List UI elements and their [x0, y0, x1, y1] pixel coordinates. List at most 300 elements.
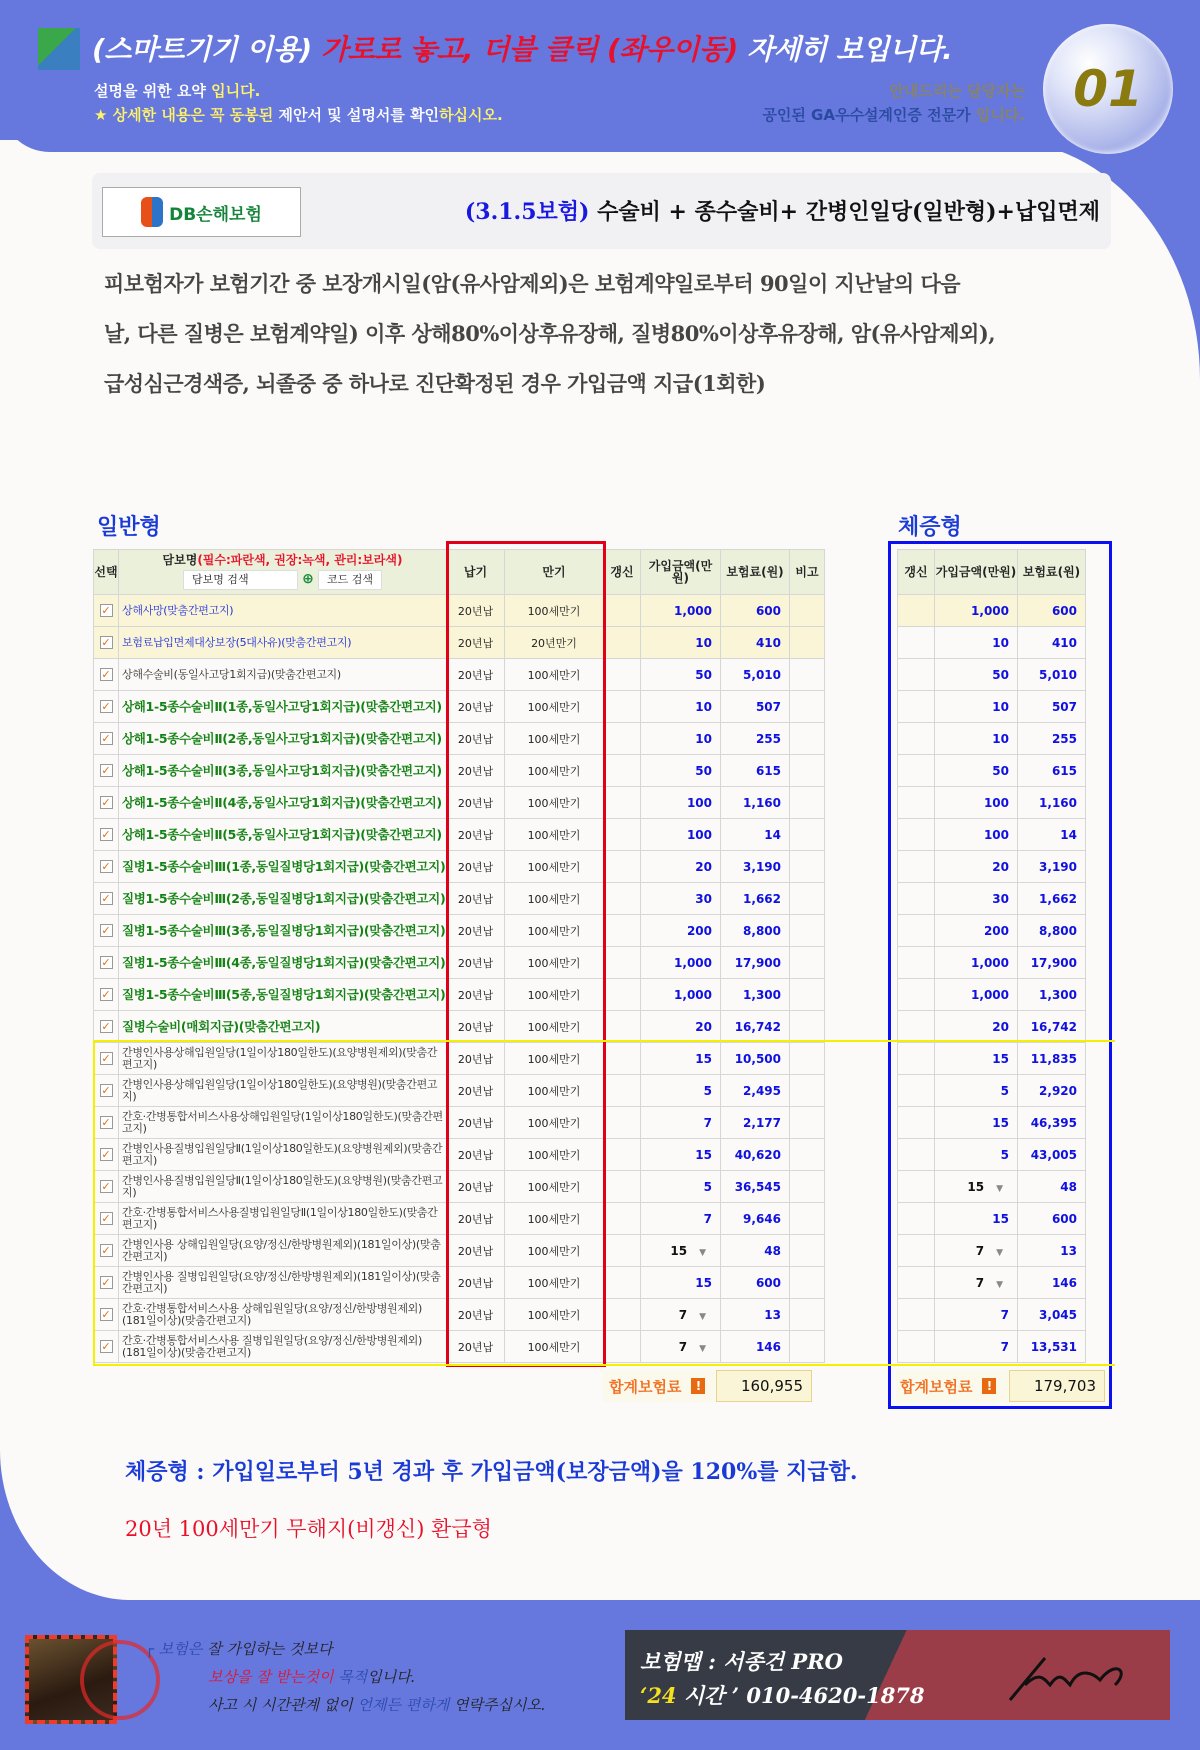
agent-name: 보험맵 : 서종건 PRO — [640, 1649, 843, 1674]
footer-line-2 — [208, 1666, 415, 1687]
note-cell — [790, 979, 825, 1011]
note-cell — [790, 915, 825, 947]
amount-cell: 10 — [641, 627, 721, 659]
check-icon[interactable]: ✓ — [101, 764, 111, 777]
col-pay: 납기 — [447, 550, 505, 595]
premium-cell: 410 — [721, 627, 790, 659]
note-cell — [790, 723, 825, 755]
note-cell — [790, 1107, 825, 1139]
renew-cell — [604, 915, 641, 947]
renew-cell — [604, 819, 641, 851]
renew-cell — [604, 851, 641, 883]
select-checkbox[interactable] — [94, 979, 119, 1011]
footer-line-1 — [145, 1638, 333, 1659]
text: 제안서 및 설명서를 확인 — [278, 106, 440, 124]
premium-cell: 3,045 — [1018, 1299, 1086, 1331]
coverage-name: 상해1-5종수술비Ⅱ(3종,동일사고당1회지급)(맞춤간편고지) — [119, 755, 447, 787]
amount-cell: 15 — [935, 1043, 1018, 1075]
premium-cell: 16,742 — [1018, 1011, 1086, 1043]
renew-cell — [604, 595, 641, 627]
premium-cell: 2,177 — [721, 1107, 790, 1139]
premium-cell: 17,900 — [1018, 947, 1086, 979]
dropdown-arrow-icon[interactable]: ▼ — [699, 1343, 706, 1354]
pay-term: 20년납 — [447, 979, 505, 1011]
pay-term: 20년납 — [447, 1171, 505, 1203]
note-cell — [790, 883, 825, 915]
coverage-name: 간호·간병통합서비스사용질병입원일당Ⅱ(1일이상180일한도)(맞춤간편고지) — [119, 1203, 447, 1235]
agent-intro: 안내드리는 담당자는 — [889, 82, 1025, 100]
amount-cell: 10 — [935, 627, 1018, 659]
header-banner — [0, 0, 1160, 152]
amount-value: 7 — [975, 1275, 985, 1290]
amount-cell: 15 — [935, 1107, 1018, 1139]
text: 보상을 잘 받는것이 — [208, 1668, 334, 1686]
text: 연락주십시오. — [454, 1696, 546, 1714]
note-cell — [790, 1331, 825, 1363]
amount-cell: 5 — [641, 1171, 721, 1203]
pay-term: 20년납 — [447, 947, 505, 979]
coverage-name: 간호·간병통합서비스사용 질병입원일당(요양/정신/한방병원제외)(181일이상)(맞춤간편고지) — [119, 1331, 447, 1363]
company-logo — [102, 187, 301, 237]
premium-cell: 36,545 — [721, 1171, 790, 1203]
maturity: 100세만기 — [505, 1139, 604, 1171]
col-premium: 보험료(원) — [1018, 550, 1086, 595]
note-cell — [790, 1139, 825, 1171]
premium-cell: 615 — [1018, 755, 1086, 787]
select-checkbox[interactable] — [94, 1011, 119, 1043]
phone-number[interactable]: 010-4620-1878 — [746, 1683, 925, 1708]
amount-cell: 1,000 — [935, 595, 1018, 627]
renew-cell — [604, 1331, 641, 1363]
total-premium-general: 160,955 — [716, 1370, 812, 1402]
name-search-input[interactable]: 담보명 검색 — [183, 570, 298, 590]
group-divider-bottom — [93, 1364, 1115, 1366]
note-cell — [790, 787, 825, 819]
renew-cell — [604, 1011, 641, 1043]
select-checkbox[interactable] — [94, 1171, 119, 1203]
premium-cell: 507 — [1018, 691, 1086, 723]
select-checkbox[interactable] — [94, 1267, 119, 1299]
note-cell — [790, 851, 825, 883]
dropdown-arrow-icon[interactable]: ▼ — [699, 1311, 706, 1322]
amount-value: 15 — [967, 1179, 985, 1194]
text: ‘ — [640, 1683, 648, 1708]
code-search-button[interactable]: 코드 검색 — [318, 570, 382, 590]
coverage-name: 상해사망(맞춤간편고지) — [119, 595, 447, 627]
maturity: 100세만기 — [505, 1203, 604, 1235]
title-part: (스마트기기 이용) — [92, 33, 312, 66]
pay-term: 20년납 — [447, 1139, 505, 1171]
maturity: 100세만기 — [505, 595, 604, 627]
check-icon[interactable]: ✓ — [101, 1340, 111, 1353]
amount-cell: 100 — [935, 787, 1018, 819]
pay-term: 20년납 — [447, 851, 505, 883]
premium-cell: 1,662 — [1018, 883, 1086, 915]
renew-cell — [604, 979, 641, 1011]
select-checkbox[interactable] — [94, 1331, 119, 1363]
amount-cell: 50 — [935, 755, 1018, 787]
note-cell — [790, 819, 825, 851]
select-checkbox[interactable] — [94, 723, 119, 755]
maturity: 100세만기 — [505, 1267, 604, 1299]
premium-cell: 17,900 — [721, 947, 790, 979]
premium-cell: 255 — [721, 723, 790, 755]
premium-cell: 600 — [721, 595, 790, 627]
agent-cert — [640, 104, 1025, 125]
coverage-name: 간호·간병통합서비스사용 상해입원일당(요양/정신/한방병원제외)(181일이상)(맞춤간편고지) — [119, 1299, 447, 1331]
amount-select[interactable] — [641, 1331, 721, 1363]
maturity: 100세만기 — [505, 1235, 604, 1267]
col-amount: 가입금액(만원) — [935, 550, 1018, 595]
renew-cell — [604, 627, 641, 659]
text: 잘 가입하는 것보다 — [207, 1640, 333, 1658]
pay-term: 20년납 — [447, 883, 505, 915]
check-icon[interactable]: ✓ — [101, 636, 111, 649]
select-checkbox[interactable] — [94, 947, 119, 979]
title-part: 자세히 보입니다. — [747, 33, 953, 66]
amount-cell: 1,000 — [641, 947, 721, 979]
coverage-name: 간호·간병통합서비스사용상해입원일당(1일이상180일한도)(맞춤간편고지) — [119, 1107, 447, 1139]
premium-cell: 410 — [1018, 627, 1086, 659]
coverage-name: 상해1-5종수술비Ⅱ(5종,동일사고당1회지급)(맞춤간편고지) — [119, 819, 447, 851]
premium-cell: 1,662 — [721, 883, 790, 915]
select-checkbox[interactable] — [94, 627, 119, 659]
premium-cell: 14 — [1018, 819, 1086, 851]
select-checkbox[interactable] — [94, 1043, 119, 1075]
check-icon[interactable]: ✓ — [101, 1084, 111, 1097]
text: 언제든 편하게 — [357, 1696, 450, 1714]
header-title — [92, 28, 952, 68]
premium-cell: 600 — [1018, 595, 1086, 627]
group-divider-left — [93, 1040, 95, 1366]
pay-term: 20년납 — [447, 755, 505, 787]
zoom-search-icon[interactable]: ⊕ — [302, 571, 314, 587]
renew-cell — [604, 1107, 641, 1139]
term-highlight-box — [446, 541, 606, 1367]
pay-term: 20년납 — [447, 659, 505, 691]
amount-cell: 7 — [935, 1331, 1018, 1363]
select-checkbox[interactable] — [94, 1139, 119, 1171]
coverage-name: 간병인사용상해입원일당(1일이상180일한도)(요양병원제외)(맞춤간편고지) — [119, 1043, 447, 1075]
premium-cell: 1,300 — [721, 979, 790, 1011]
note-cell — [790, 1011, 825, 1043]
select-checkbox[interactable] — [94, 787, 119, 819]
premium-cell: 5,010 — [1018, 659, 1086, 691]
total-premium-increasing: 179,703 — [1009, 1370, 1105, 1402]
amount-cell: 5 — [935, 1139, 1018, 1171]
coverage-name: 간병인사용 상해입원일당(요양/정신/한방병원제외)(181일이상)(맞춤간편고지) — [119, 1235, 447, 1267]
select-checkbox[interactable] — [94, 851, 119, 883]
check-icon[interactable]: ✓ — [101, 1212, 111, 1225]
product-name: 수술비 + 종수술비+ 간병인일당(일반형)+납입면제 — [597, 199, 1100, 225]
text: 목적 — [338, 1668, 368, 1686]
note-cell — [790, 1235, 825, 1267]
maturity: 20년만기 — [505, 627, 604, 659]
renew-cell — [604, 947, 641, 979]
total-label-general — [603, 1370, 715, 1402]
premium-cell: 255 — [1018, 723, 1086, 755]
select-checkbox[interactable] — [94, 595, 119, 627]
pay-term: 20년납 — [447, 819, 505, 851]
pay-term: 20년납 — [447, 1299, 505, 1331]
pay-term: 20년납 — [447, 1235, 505, 1267]
amount-cell: 200 — [641, 915, 721, 947]
renew-cell — [604, 1267, 641, 1299]
premium-cell: 16,742 — [721, 1011, 790, 1043]
maturity: 100세만기 — [505, 723, 604, 755]
renew-cell — [604, 1139, 641, 1171]
contact-phone — [640, 1680, 925, 1710]
select-checkbox[interactable] — [94, 915, 119, 947]
maturity: 100세만기 — [505, 1011, 604, 1043]
premium-cell: 3,190 — [1018, 851, 1086, 883]
amount-cell: 5 — [935, 1075, 1018, 1107]
select-checkbox[interactable] — [94, 691, 119, 723]
db-logo-icon — [141, 197, 163, 227]
premium-cell: 3,190 — [721, 851, 790, 883]
product-code: (3.1.5보험) — [464, 199, 590, 225]
premium-cell: 2,920 — [1018, 1075, 1086, 1107]
coverage-name: 간병인사용질병입원일당Ⅱ(1일이상180일한도)(요양병원제외)(맞춤간편고지) — [119, 1139, 447, 1171]
coverage-name: 간병인사용상해입원일당(1일이상180일한도)(요양병원)(맞춤간편고지) — [119, 1075, 447, 1107]
coverage-name: 상해1-5종수술비Ⅱ(2종,동일사고당1회지급)(맞춤간편고지) — [119, 723, 447, 755]
refund-note: 20년 100세만기 무해지(비갱신) 환급형 — [125, 1517, 492, 1541]
premium-cell: 146 — [721, 1331, 790, 1363]
premium-cell: 1,300 — [1018, 979, 1086, 1011]
amount-value: 7 — [678, 1307, 688, 1322]
premium-cell: 1,160 — [1018, 787, 1086, 819]
amount-cell: 7 — [641, 1203, 721, 1235]
note-cell — [790, 627, 825, 659]
col-name — [119, 550, 447, 595]
maturity: 100세만기 — [505, 851, 604, 883]
dropdown-arrow-icon[interactable]: ▼ — [996, 1279, 1003, 1290]
amount-cell: 1,000 — [641, 595, 721, 627]
amount-cell: 10 — [641, 691, 721, 723]
select-checkbox[interactable] — [94, 1299, 119, 1331]
coverage-name: 질병1-5종수술비Ⅲ(4종,동일질병당1회지급)(맞춤간편고지) — [119, 947, 447, 979]
coverage-name: 상해1-5종수술비Ⅱ(1종,동일사고당1회지급)(맞춤간편고지) — [119, 691, 447, 723]
check-icon[interactable]: ✓ — [101, 956, 111, 969]
amount-cell: 30 — [641, 883, 721, 915]
renew-cell — [604, 723, 641, 755]
note-cell — [790, 1267, 825, 1299]
amount-cell: 50 — [641, 755, 721, 787]
premium-cell: 14 — [721, 819, 790, 851]
product-title — [330, 195, 1100, 226]
amount-cell: 100 — [641, 787, 721, 819]
note-cell — [790, 1299, 825, 1331]
dropdown-arrow-icon[interactable]: ▼ — [699, 1247, 706, 1258]
renew-cell — [604, 1235, 641, 1267]
maturity: 100세만기 — [505, 659, 604, 691]
amount-cell: 15 — [641, 1043, 721, 1075]
premium-cell: 507 — [721, 691, 790, 723]
header-notice — [94, 104, 503, 125]
amount-value: 7 — [678, 1339, 688, 1354]
pay-term: 20년납 — [447, 1107, 505, 1139]
renew-cell — [604, 1203, 641, 1235]
select-checkbox[interactable] — [94, 1235, 119, 1267]
amount-cell: 10 — [935, 691, 1018, 723]
select-checkbox[interactable] — [94, 1203, 119, 1235]
check-icon[interactable]: ✓ — [101, 892, 111, 905]
note-cell — [790, 755, 825, 787]
premium-cell: 48 — [721, 1235, 790, 1267]
premium-cell: 5,010 — [721, 659, 790, 691]
check-icon[interactable]: ✓ — [101, 1116, 111, 1129]
renew-cell — [604, 691, 641, 723]
check-icon[interactable]: ✓ — [101, 732, 111, 745]
maturity: 100세만기 — [505, 1331, 604, 1363]
pay-term: 20년납 — [447, 787, 505, 819]
check-icon[interactable]: ✓ — [101, 1244, 111, 1257]
premium-cell: 146 — [1018, 1267, 1086, 1299]
text: 하십시오. — [439, 106, 503, 124]
amount-cell: 100 — [935, 819, 1018, 851]
pay-term: 20년납 — [447, 1011, 505, 1043]
dropdown-arrow-icon[interactable]: ▼ — [996, 1183, 1003, 1194]
maturity: 100세만기 — [505, 1075, 604, 1107]
col-renew: 갱신 — [604, 550, 641, 595]
coverage-name: 질병1-5종수술비Ⅲ(5종,동일질병당1회지급)(맞춤간편고지) — [119, 979, 447, 1011]
col-renew: 갱신 — [898, 550, 935, 595]
renew-cell — [604, 755, 641, 787]
footer-line-3 — [208, 1694, 546, 1715]
text: 사고 시 시간관계 없이 — [208, 1696, 353, 1714]
check-icon[interactable]: ✓ — [101, 988, 111, 1001]
check-icon[interactable]: ✓ — [101, 604, 111, 617]
signature-icon — [1005, 1650, 1135, 1705]
maturity: 100세만기 — [505, 787, 604, 819]
check-icon[interactable]: ✓ — [101, 1308, 111, 1321]
amount-cell: 20 — [641, 1011, 721, 1043]
check-icon[interactable]: ✓ — [101, 860, 111, 873]
amount-value: 7 — [975, 1243, 985, 1258]
amount-cell: 1,000 — [641, 979, 721, 1011]
title-highlight: 가로로 놓고, 더블 클릭 (좌우이동) — [320, 33, 738, 66]
text: 입니다. — [975, 106, 1025, 124]
check-icon[interactable]: ✓ — [101, 828, 111, 841]
select-checkbox[interactable] — [94, 1075, 119, 1107]
maturity: 100세만기 — [505, 819, 604, 851]
text: 합계보험료 — [900, 1377, 973, 1396]
note-cell — [790, 1075, 825, 1107]
text: 공인된 GA우수설계인증 전문가 — [762, 106, 971, 124]
check-icon[interactable]: ✓ — [101, 924, 111, 937]
header-subtitle — [94, 80, 260, 101]
note-cell — [790, 1043, 825, 1075]
check-icon[interactable]: ✓ — [101, 1180, 111, 1193]
select-checkbox[interactable] — [94, 819, 119, 851]
check-icon[interactable]: ✓ — [101, 700, 111, 713]
section-title-general: 일반형 — [97, 514, 161, 540]
amount-select[interactable] — [641, 1299, 721, 1331]
text: 합계보험료 — [609, 1377, 682, 1396]
alert-icon: ! — [982, 1378, 996, 1394]
maturity: 100세만기 — [505, 915, 604, 947]
group-divider-top — [93, 1040, 1115, 1042]
amount-cell: 20 — [935, 851, 1018, 883]
text: 담보명 — [162, 553, 198, 567]
premium-cell: 8,800 — [1018, 915, 1086, 947]
select-checkbox[interactable] — [94, 659, 119, 691]
select-checkbox[interactable] — [94, 1107, 119, 1139]
col-select: 선택 — [94, 550, 119, 595]
premium-cell: 2,495 — [721, 1075, 790, 1107]
maturity: 100세만기 — [505, 1107, 604, 1139]
select-checkbox[interactable] — [94, 755, 119, 787]
maturity: 100세만기 — [505, 947, 604, 979]
premium-cell: 46,395 — [1018, 1107, 1086, 1139]
col-note: 비고 — [790, 550, 825, 595]
renew-cell — [604, 1043, 641, 1075]
premium-cell: 40,620 — [721, 1139, 790, 1171]
description-line: 피보험자가 보험기간 중 보장개시일(암(유사암제외)은 보험계약일로부터 90일이 지난날의 다음 — [104, 271, 961, 296]
amount-cell: 15 — [935, 1203, 1018, 1235]
pay-term: 20년납 — [447, 1267, 505, 1299]
check-icon[interactable]: ✓ — [101, 1020, 111, 1033]
maturity: 100세만기 — [505, 1171, 604, 1203]
note-cell — [790, 691, 825, 723]
pay-term: 20년납 — [447, 691, 505, 723]
dropdown-arrow-icon[interactable]: ▼ — [996, 1247, 1003, 1258]
page-number-badge — [1043, 24, 1173, 154]
note-cell — [790, 1203, 825, 1235]
renew-cell — [604, 883, 641, 915]
text: ┌ 보험은 — [145, 1640, 203, 1658]
premium-cell: 600 — [1018, 1203, 1086, 1235]
amount-cell: 7 — [935, 1299, 1018, 1331]
premium-cell: 13 — [721, 1299, 790, 1331]
page-number: 01 — [1073, 60, 1143, 118]
text: 입니다. — [367, 1668, 416, 1686]
amount-cell: 15 — [641, 1267, 721, 1299]
description-line: 급성심근경색증, 뇌졸중 중 하나로 진단확정된 경우 가입금액 지급(1회한) — [104, 371, 766, 396]
pay-term: 20년납 — [447, 1043, 505, 1075]
premium-cell: 1,160 — [721, 787, 790, 819]
amount-cell: 5 — [641, 1075, 721, 1107]
pay-term: 20년납 — [447, 915, 505, 947]
maturity: 100세만기 — [505, 755, 604, 787]
premium-cell: 11,835 — [1018, 1043, 1086, 1075]
check-icon[interactable]: ✓ — [101, 1148, 111, 1161]
text: ★ 상세한 내용은 꼭 동봉된 — [94, 106, 274, 124]
amount-cell: 50 — [641, 659, 721, 691]
check-icon[interactable]: ✓ — [101, 1276, 111, 1289]
amount-cell: 1,000 — [935, 979, 1018, 1011]
amount-cell: 7 — [641, 1107, 721, 1139]
text: 시간 ’ — [683, 1683, 740, 1708]
premium-cell: 9,646 — [721, 1203, 790, 1235]
check-icon[interactable]: ✓ — [101, 668, 111, 681]
maturity: 100세만기 — [505, 691, 604, 723]
check-icon[interactable]: ✓ — [101, 796, 111, 809]
check-icon[interactable]: ✓ — [101, 1052, 111, 1065]
coverage-name: 질병1-5종수술비Ⅲ(3종,동일질병당1회지급)(맞춤간편고지) — [119, 915, 447, 947]
renew-cell — [604, 659, 641, 691]
coverage-name: 간병인사용 질병입원일당(요양/정신/한방병원제외)(181일이상)(맞춤간편고지) — [119, 1267, 447, 1299]
coverage-name: 상해수술비(동일사고당1회지급)(맞춤간편고지) — [119, 659, 447, 691]
amount-select[interactable] — [641, 1235, 721, 1267]
renew-cell — [604, 1171, 641, 1203]
pay-term: 20년납 — [447, 627, 505, 659]
premium-cell: 8,800 — [721, 915, 790, 947]
amount-cell: 30 — [935, 883, 1018, 915]
col-maturity: 만기 — [505, 550, 604, 595]
select-checkbox[interactable] — [94, 883, 119, 915]
coverage-name: 보험료납입면제대상보장(5대사유)(맞춤간편고지) — [119, 627, 447, 659]
